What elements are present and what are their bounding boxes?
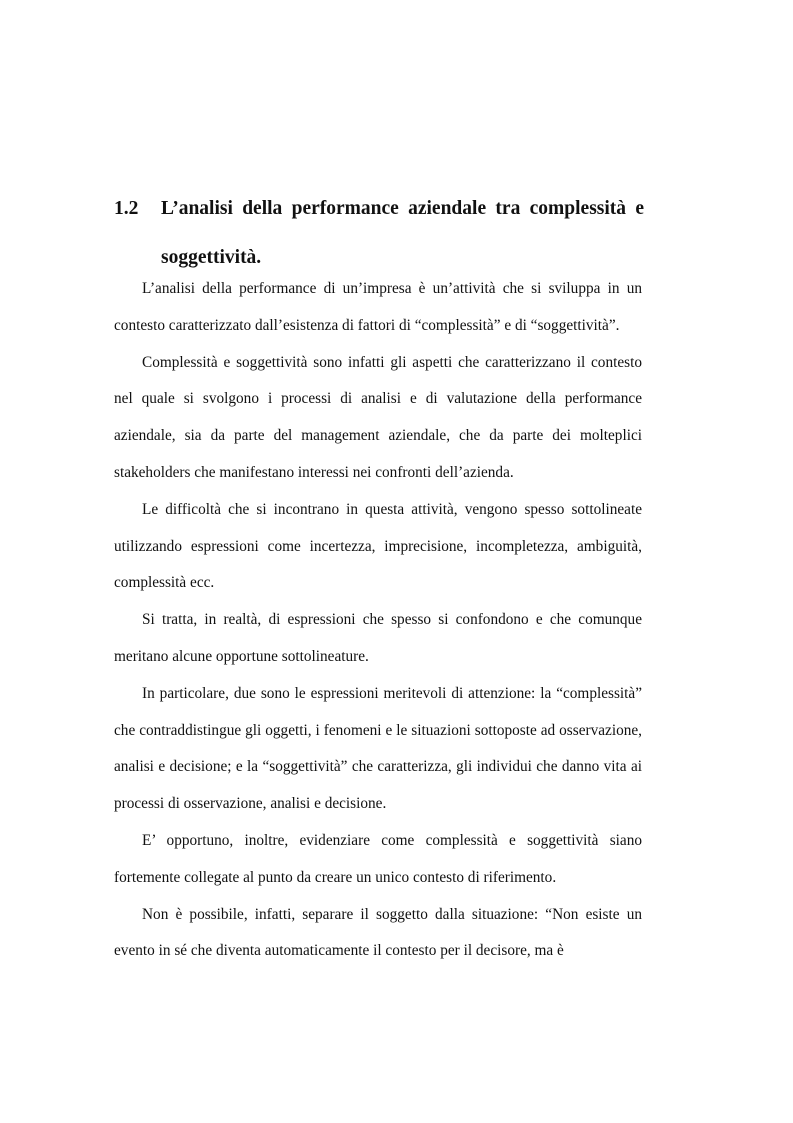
paragraph: E’ opportuno, inoltre, evidenziare come complessità e soggettività siano fortemente collegate al punto da creare un unico contesto di riferimento. [114,831,642,886]
section-title: L’analisi della performance aziendale tra complessità e soggettività. [161,198,644,268]
paragraph: Non è possibile, infatti, separare il soggetto dalla situazione: “Non esiste un evento in sé che diventa automaticamente il contesto per il decisore, ma è [114,905,642,960]
paragraph: In particolare, due sono le espressioni meritevoli di attenzione: la “complessità” che contraddistingue gli oggetti, i fenomeni e le situazioni sottoposte ad osservazione, analisi e decisione; e la “soggettività” che caratterizza, gli individui che danno vita ai processi di osservazione, analisi e decisione. [114,684,642,813]
section-number: 1.2 [114,198,139,219]
body-text [114,271,642,970]
paragraph: Si tratta, in realtà, di espressioni che spesso si confondono e che comunque meritano alcune opportune sottolineature. [114,611,642,665]
paragraph: Complessità e soggettività sono infatti gli aspetti che caratterizzano il contesto nel quale si svolgono i processi di analisi e di valutazione della performance aziendale, sia da parte del management aziendale, che da parte dei molteplici stakeholders che manifestano interessi nei confronti dell’azienda. [114,353,642,481]
section-heading [114,184,644,282]
paragraph: L’analisi della performance di un’impresa è un’attività che si sviluppa in un contesto caratterizzato dall’esistenza di fattori di “complessità” e di “soggettività”. [114,280,642,334]
paragraph: Le difficoltà che si incontrano in questa attività, vengono spesso sottolineate utilizzando espressioni come incertezza, imprecisione, incompletezza, ambiguità, complessità ecc. [114,500,642,592]
